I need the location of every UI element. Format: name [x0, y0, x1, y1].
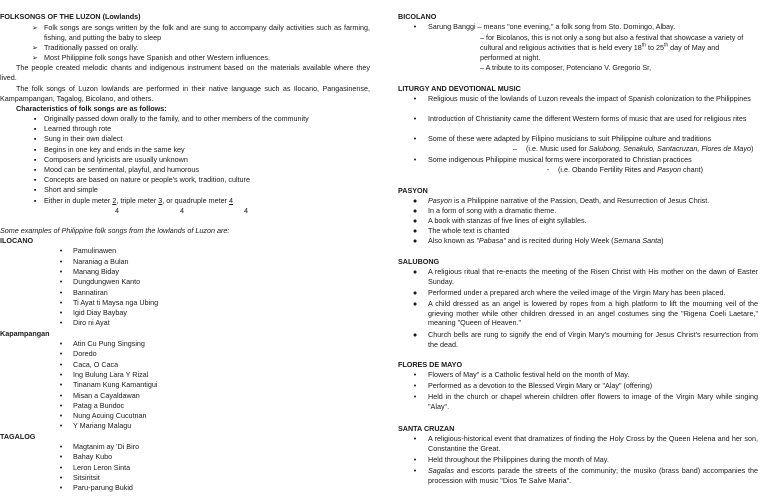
characteristic-item: Begins in one key and ends in the same key: [44, 144, 185, 154]
bullet-icon: •: [59, 277, 63, 287]
pasyon-item-5: Also known as "Pabasa" and is recited during Holy Week (Semana Santa): [428, 236, 664, 245]
song-item: Magtanim ay 'Di Biro: [73, 442, 140, 451]
song-item: Manang Biday: [73, 266, 119, 276]
salubong-item-1: A religious ritual that re-enacts the meeting of the Risen Christ with His mother on the dawn of Easter Sunday.: [428, 267, 758, 286]
song-item: Igid Diay Baybay: [73, 308, 127, 318]
bullet-icon: ▪: [33, 175, 37, 185]
bullet-icon: •: [59, 349, 63, 359]
song-item: Doredo: [73, 349, 97, 359]
bullet-icon: •: [59, 256, 63, 266]
song-item: Bahay Kubo: [73, 452, 113, 462]
santa-item-2: Held throughout the Philippines during the month of May.: [428, 455, 609, 464]
bullet-icon: ▪: [33, 165, 37, 174]
arrow-bullet-icon: ➢: [31, 53, 39, 62]
bullet-icon: •: [59, 411, 63, 421]
meter-line: Either in duple meter 2, triple meter 3, or quadruple meter 4: [44, 196, 234, 205]
bullet-icon: •: [59, 308, 63, 318]
bullet-icon: •: [59, 400, 63, 410]
song-item: Misan a Cayaldawan: [73, 390, 140, 400]
pasyon-heading: PASYON: [398, 186, 428, 195]
bullet-icon: •: [413, 134, 417, 143]
quadruple-meter-value: 4: [229, 196, 234, 205]
bullet-icon: •: [59, 452, 63, 462]
bicolano-heading: BICOLANO: [398, 12, 437, 21]
bullet-icon: •: [59, 380, 63, 390]
characteristics-heading: Characteristics of folk songs are as follows:: [16, 104, 167, 113]
song-item: Caca, O Caca: [73, 359, 119, 369]
song-item: Diro ni Ayat: [73, 318, 110, 328]
flores-item-1: Flowers of May" is a Catholic festival held on the month of May.: [428, 370, 630, 379]
paragraph-native-language: The folk songs of Luzon lowlands are performed in their native language such as Ilocano, Pangasinense, Kampampangan, Tagalog, Bicolano, and others.: [0, 84, 370, 103]
salubong-item-4: Church bells are rung to signify the end of Virgin Mary's mourning for Jesus Christ's resurrection from the dead.: [428, 330, 758, 349]
liturgy-heading: LITURGY AND DEVOTIONAL MUSIC: [398, 84, 521, 93]
bicolano-line-5: – A tribute to its composer, Potenciano V. Gregorio Sr,: [480, 63, 652, 72]
characteristic-item: Sung in their own dialect: [44, 134, 123, 144]
characteristic-item: Originally passed down orally to the family, and to other members of the community: [44, 114, 309, 123]
pasyon-item-2: In a form of song with a dramatic theme.: [428, 206, 557, 215]
bicolano-line-2: – for Bicolanos, this is not only a song but also a festival that showcase a variety of: [480, 33, 744, 42]
examples-intro: Some examples of Philippine folk songs from the lowlands of Luzon are:: [0, 226, 230, 235]
liturgy-item-2: Introduction of Christianity came the different Western forms of music that are used for religious rites: [428, 114, 747, 123]
bullet-icon: •: [59, 483, 63, 493]
bullet-icon: •: [59, 359, 63, 369]
bullet-icon: •: [413, 381, 417, 390]
song-item: Y Mariang Malagu: [73, 421, 132, 431]
arrow-item-2: Traditionally passed on orally.: [44, 43, 139, 52]
santa-item-1: A religious-historical event that dramatizes of finding the Holy Cross by the Queen Helena and her son, Constantine the Great.: [428, 434, 758, 453]
liturgy-sub-2: (i.e. Obando Fertility Rites and Pasyon chant): [558, 165, 704, 174]
bullet-icon: ●: [412, 267, 418, 276]
bicolano-line-1: Sarung Banggi – means "one evening," a folk song from Sto. Domingo, Albay.: [428, 22, 676, 31]
santa-cruzan-heading: SANTA CRUZAN: [398, 424, 455, 433]
bullet-icon: •: [413, 392, 417, 401]
bullet-icon: •: [413, 94, 417, 103]
song-item: Nung Acuing Cucutnan: [73, 411, 147, 421]
bullet-icon: ▪: [33, 114, 37, 123]
santa-item-3: Sagalas and escorts parade the streets of the community; the musiko (brass band) accompanies the procession with music "Dios Te Salve Maria".: [428, 466, 758, 485]
bullet-icon: ●: [412, 226, 418, 235]
bicolano-line-4: performed at night.: [480, 53, 541, 62]
bullet-icon: •: [59, 462, 63, 472]
bullet-icon: ▪: [33, 185, 37, 195]
bullet-icon: •: [59, 318, 63, 328]
song-item: Ti Ayat ti Maysa nga Ubing: [73, 297, 159, 307]
liturgy-sub-1: (i.e. Music used for Salubong, Senakulo, Santacruzan, Flores de Mayo): [526, 144, 754, 153]
bullet-icon: •: [413, 370, 417, 379]
bullet-icon: •: [59, 421, 63, 431]
bullet-icon: •: [59, 390, 63, 400]
bullet-icon: •: [413, 155, 417, 164]
meter-denominator: 4: [180, 206, 184, 215]
bullet-icon: •: [59, 246, 63, 256]
characteristic-item: Mood can be sentimental, playful, and humorous: [44, 165, 200, 174]
triple-meter-value: 3: [158, 196, 163, 205]
bullet-icon: ●: [412, 216, 418, 225]
bullet-icon: •: [59, 287, 63, 297]
song-item: Patag a Bundoc: [73, 400, 125, 410]
bullet-icon: ●: [412, 196, 418, 205]
bullet-icon: •: [59, 297, 63, 307]
song-item: Atin Cu Pung Singsing: [73, 339, 145, 348]
bullet-icon: ▪: [33, 154, 37, 164]
dash-bullet-icon: –: [513, 144, 517, 153]
bullet-icon: ▪: [33, 124, 37, 134]
folksongs-title: FOLKSONGS OF THE LUZON (Lowlands): [0, 12, 141, 21]
song-item: Sitsiritsit: [73, 472, 100, 482]
arrow-item-3: Most Philippine folk songs have Spanish and other Western influences.: [44, 53, 271, 62]
song-item: Paru-parung Bukid: [73, 483, 133, 493]
arrow-item-1: Folk songs are songs written by the folk and are sung to accompany daily activities such as farming, fishing, and putting the baby to sleep: [44, 23, 370, 42]
bullet-icon: •: [59, 472, 63, 482]
bullet-icon: •: [413, 434, 417, 443]
bullet-icon: ●: [412, 299, 418, 308]
bullet-icon: ▪: [33, 144, 37, 154]
group-heading: TAGALOG: [0, 431, 36, 441]
pasyon-item-3: A book with stanzas of five lines of eight syllables.: [428, 216, 587, 225]
song-item: Dungdungwen Kanto: [73, 277, 141, 287]
flores-item-2: Performed as a devotion to the Blessed Virgin Mary or "Alay" (offering): [428, 381, 653, 390]
meter-denominator: 4: [115, 206, 119, 215]
song-item: Leron Leron Sinta: [73, 462, 131, 472]
song-item: Tinanam Kung Kamantigui: [73, 380, 158, 390]
song-item: Naraniag a Bulan: [73, 256, 129, 266]
meter-denominator: 4: [244, 206, 248, 215]
bullet-icon: •: [413, 114, 417, 123]
dash-bullet-icon: -: [546, 165, 550, 174]
liturgy-item-3: Some of these were adapted by Filipino musicians to suit Philippine culture and traditions: [428, 134, 712, 143]
duple-meter-value: 2: [112, 196, 117, 205]
liturgy-item-4: Some indigenous Philippine musical forms were incorporated to Christian practices: [428, 155, 692, 164]
bullet-icon: ●: [412, 206, 418, 215]
characteristic-item: Composers and lyricists are usually unknown: [44, 154, 188, 164]
bullet-icon: ●: [412, 330, 418, 339]
bullet-icon: ▪: [33, 134, 37, 144]
arrow-bullet-icon: ➢: [31, 43, 39, 52]
bullet-icon: ▪: [33, 196, 37, 205]
bullet-icon: ●: [412, 236, 418, 245]
pasyon-item-4: The whole text is chanted: [428, 226, 510, 235]
group-heading: Kapampangan: [0, 328, 50, 338]
bullet-icon: •: [413, 22, 417, 31]
characteristic-item: Concepts are based on nature or people's work, tradition, culture: [44, 175, 250, 185]
group-heading: ILOCANO: [0, 236, 34, 245]
song-item: Ing Bulung Lara Y Rizal: [73, 369, 149, 379]
flores-heading: FLORES DE MAYO: [398, 360, 463, 369]
bullet-icon: •: [59, 339, 63, 348]
arrow-bullet-icon: ➢: [31, 23, 39, 32]
bullet-icon: •: [413, 455, 417, 464]
liturgy-item-1: Religious music of the lowlands of Luzon reveals the impact of Spanish colonization to the Philippines: [428, 94, 751, 103]
bullet-icon: •: [59, 266, 63, 276]
salubong-heading: SALUBONG: [398, 257, 440, 266]
bullet-icon: ●: [412, 288, 418, 297]
characteristic-item: Short and simple: [44, 185, 98, 195]
song-item: Bannatiran: [73, 287, 108, 297]
pasyon-item-1: Pasyon is a Philippine narrative of the Passion, Death, and Resurrection of Jesus Christ.: [428, 196, 710, 205]
salubong-item-2: Performed under a prepared arch where the veiled image of the Virgin Mary has been placed.: [428, 288, 726, 297]
bullet-icon: •: [413, 466, 417, 475]
characteristic-item: Learned through rote: [44, 124, 112, 134]
bicolano-line-3: cultural and religious activities that is held every 18th to 25th day of May and: [480, 42, 720, 52]
salubong-item-3: A child dressed as an angel is lowered by ropes from a high platform to lift the mourning veil of the grieving mother while other children dressed in an angel costumes sing the "Rigena Coeli Laetare," meaning "Queen of Heaven.": [428, 299, 758, 328]
bullet-icon: •: [59, 369, 63, 379]
song-item: Pamulinawen: [73, 246, 117, 256]
flores-item-3: Held in the church or chapel wherein children offer flowers to image of the Virgin Mary while singing "Alay".: [428, 392, 758, 411]
bullet-icon: •: [59, 442, 63, 451]
paragraph-melodic-chants: The people created melodic chants and indigenous instrument based on the materials available where they lived.: [0, 63, 370, 82]
